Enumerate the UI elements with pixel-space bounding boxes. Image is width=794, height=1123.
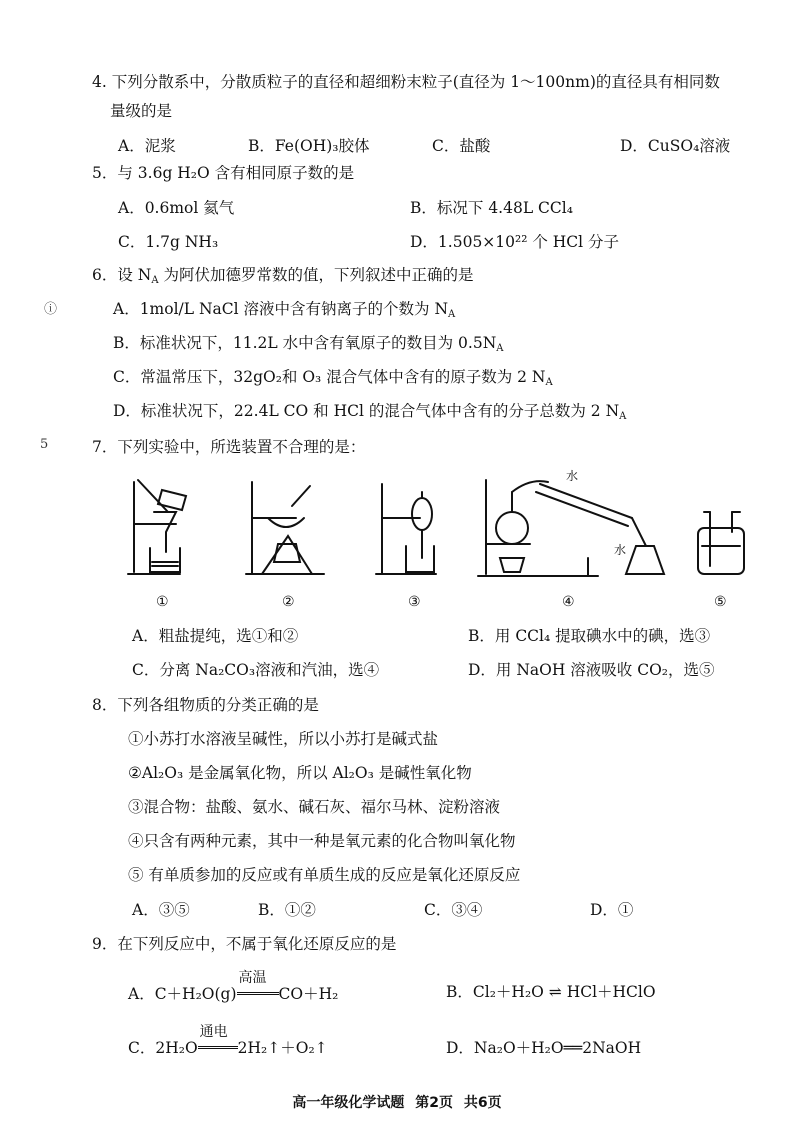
- reaction-arrow: [198, 1024, 238, 1049]
- q8-option-b: B．①②: [258, 901, 316, 919]
- q5-option-d: D．1.505×10²² 个 HCl 分子: [410, 233, 620, 251]
- distillation-apparatus: [478, 480, 664, 576]
- q9-c-reactants: C．2H₂O: [128, 1039, 198, 1057]
- q5-option-b: B．标况下 4.48L CCl₄: [410, 199, 573, 217]
- margin-mark: 5: [40, 437, 49, 452]
- q4-stem: 4. 下列分散系中，分散质粒子的直径和超细粉末粒子(直径为 1～100nm)的直径具有相同数: [92, 73, 720, 91]
- separatory-funnel-apparatus: [376, 484, 436, 574]
- apparatus-label-3: ③: [408, 594, 421, 610]
- footer-subject: 高一年级化学试题: [292, 1095, 405, 1111]
- q9-stem: 9．在下列反应中，不属于氧化还原反应的是: [92, 935, 397, 953]
- q6-option-b: B．标准状况下，11.2L 水中含有氧原子的数目为 $0.5N_A$: [113, 334, 504, 354]
- q5-option-c: C．1.7g NH₃: [118, 233, 219, 251]
- reaction-condition: 通电: [199, 1024, 228, 1040]
- q8-item-4: ④只含有两种元素，其中一种是氧元素的化合物叫氧化物: [128, 832, 516, 850]
- q5-option-a: A．0.6mol 氦气: [118, 199, 235, 217]
- evaporation-apparatus: [246, 482, 324, 574]
- q4-option-c: C．盐酸: [432, 137, 491, 155]
- q8-item-2: ②Al₂O₃ 是金属氧化物，所以 Al₂O₃ 是碱性氧化物: [128, 764, 472, 782]
- q8-item-1: ①小苏打水溶液呈碱性，所以小苏打是碱式盐: [128, 730, 439, 748]
- q7-stem: 7．下列实验中，所选装置不合理的是：: [92, 438, 366, 456]
- q9-option-d: D．Na₂O＋H₂O══2NaOH: [446, 1039, 642, 1057]
- q8-item-5: ⑤ 有单质参加的反应或有单质生成的反应是氧化还原反应: [128, 866, 521, 884]
- q6-stem: 6．设 $N_A$ 为阿伏加德罗常数的值，下列叙述中正确的是: [92, 266, 474, 286]
- water-label: 水: [566, 469, 579, 483]
- q7-option-b: B．用 CCl₄ 提取碘水中的碘，选③: [468, 627, 711, 645]
- q9-option-c: [128, 1024, 328, 1058]
- apparatus-label-5: ⑤: [714, 594, 727, 610]
- q4-option-a: A．泥浆: [118, 137, 176, 155]
- q8-option-c: C．③④: [424, 901, 483, 919]
- q9-a-reactants: A．C＋H₂O(g): [128, 985, 237, 1003]
- q9-c-products: 2H₂↑＋O₂↑: [237, 1039, 328, 1057]
- q4-stem-cont: 量级的是: [110, 102, 173, 120]
- q8-option-d: D．①: [590, 901, 634, 919]
- apparatus-label-4: ④: [562, 594, 575, 610]
- water-label: 水: [614, 543, 627, 557]
- q6-option-c: C．常温常压下，32gO₂和 O₃ 混合气体中含有的原子数为 2 $N_A$: [113, 368, 553, 388]
- q7-option-d: D．用 NaOH 溶液吸收 CO₂，选⑤: [468, 661, 715, 679]
- footer-page: 第2页: [415, 1095, 453, 1111]
- gas-washing-bottle: [698, 512, 744, 574]
- footer-total: 共6页: [463, 1095, 502, 1111]
- q9-a-products: CO＋H₂: [278, 985, 339, 1003]
- q8-item-3: ③混合物：盐酸、氨水、碱石灰、福尔马林、淀粉溶液: [128, 798, 501, 816]
- filtration-apparatus: [128, 480, 186, 574]
- q9-option-a: [128, 970, 339, 1004]
- margin-mark: ⓘ: [44, 302, 58, 317]
- q4-option-d: D．CuSO₄溶液: [620, 137, 731, 155]
- q8-option-a: A．③⑤: [132, 901, 190, 919]
- page-footer: [0, 1092, 794, 1112]
- q9-option-b: B．Cl₂＋H₂O ⇌ HCl＋HClO: [446, 983, 656, 1001]
- apparatus-label-2: ②: [282, 594, 295, 610]
- apparatus-label-1: ①: [156, 594, 169, 610]
- q5-stem: 5．与 3.6g H₂O 含有相同原子数的是: [92, 164, 355, 182]
- q8-stem: 8．下列各组物质的分类正确的是: [92, 696, 319, 714]
- apparatus-figure: [120, 462, 760, 612]
- q7-option-a: A．粗盐提纯，选①和②: [132, 627, 299, 645]
- reaction-condition: 高温: [238, 970, 267, 986]
- q6-option-d: D．标准状况下，22.4L CO 和 HCl 的混合气体中含有的分子总数为 2 $N_A$: [113, 402, 627, 422]
- q4-option-b: B．Fe(OH)₃胶体: [248, 137, 370, 155]
- reaction-arrow: [237, 970, 279, 995]
- q6-option-a: A．1mol/L NaCl 溶液中含有钠离子的个数为 $N_A$: [113, 300, 456, 320]
- q7-option-c: C．分离 Na₂CO₃溶液和汽油，选④: [132, 661, 380, 679]
